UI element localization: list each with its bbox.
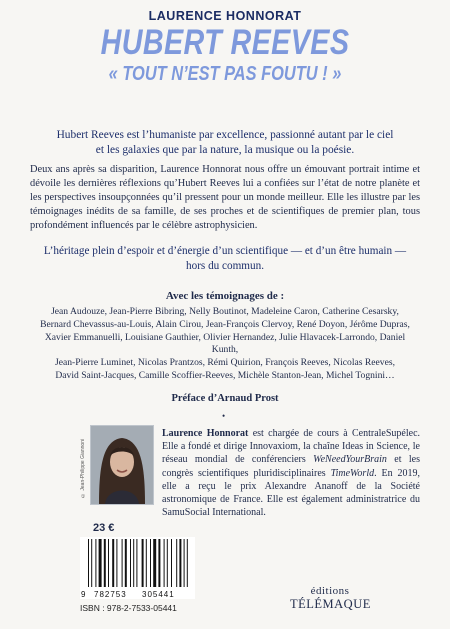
barcode-bars: [80, 537, 195, 599]
barcode-bar: [130, 539, 131, 587]
intro-line-2: et les galaxies que par la nature, la musique ou la poésie.: [95, 144, 355, 156]
body-paragraph: Deux ans après sa disparition, Laurence Honnorat nous offre un émouvant portrait intime et dévoile les dernières réflexions qu’Hubert Reeves lui a confiées sur l’état de notre planète et les perspectives insoupçonnées qu’il pressent pour un monde meilleur. Elle les illustre par les témoignages inédits de sa famille, de ses proches et de scientifiques de premier plan, tous profondément influencés par le célèbre astrophysicien.: [30, 164, 420, 231]
bio-text: est chargée de cours à CentraleSupélec. Elle a fondé et dirige Innovaxiom, la chaîne Ideas in Science, le réseau mondial de conférenciers: [162, 428, 421, 466]
names-line: Bernard Chevassus-au-Louis, Alain Cirou, Jean-François Clervoy, René Doyon, Jérôme Dupras,: [40, 318, 410, 330]
barcode-digits-right: 305441: [142, 590, 175, 599]
author-portrait-image: [91, 426, 153, 504]
barcode-bar: [99, 539, 102, 587]
barcode-bar: [171, 539, 172, 587]
barcode-digits-left: 782753: [94, 590, 127, 599]
publisher-label: éditions: [310, 585, 350, 597]
intro-line-1: Hubert Reeves est l’humaniste par excellence, passionné autant par le ciel: [56, 129, 394, 141]
barcode-bar: [150, 539, 151, 587]
barcode-bar: [122, 539, 123, 587]
barcode-bar: [91, 539, 92, 587]
barcode-bar: [95, 539, 96, 587]
barcode-bar: [146, 539, 147, 587]
bio-text: . En 2019, elle a reçu le prix Alexandre Ananoff de la Société astronomique de France. Elle est également administratrice du SamuSocial International.: [162, 467, 421, 519]
intro-paragraph: [30, 128, 420, 158]
barcode-bar: [125, 539, 127, 587]
testimonials-names: [32, 306, 418, 383]
publisher-name: TÉLÉMAQUE: [290, 597, 371, 611]
names-line: David Saint-Jacques, Camille Scoffier-Reeves, Michèle Stanton-Jean, Michel Tognini…: [55, 369, 395, 381]
names-line: Xavier Emmanuelli, Louisiane Gauthier, Olivier Hernandez, Julie Hlavacek-Larrondo, Daniel Kunth,: [44, 331, 406, 356]
preface-credit: Préface d’Arnaud Prost: [171, 393, 279, 404]
bio-congress-name: TimeWorld: [330, 467, 375, 479]
testimonials-heading: Avec les témoignages de :: [165, 290, 285, 302]
barcode-bar: [108, 539, 109, 587]
barcode-bar: [112, 539, 114, 587]
barcode-bar: [158, 539, 160, 587]
separator-bullet: •: [222, 411, 226, 421]
barcode-bar: [176, 539, 177, 587]
author-bio: [162, 427, 420, 519]
barcode-bar: [142, 539, 144, 587]
quote-line-2: hors du commun.: [186, 260, 264, 272]
price-label: 23 €: [93, 522, 115, 534]
names-line: Jean Audouze, Jean-Pierre Bibring, Nelly Boutinot, Madeleine Caron, Catherine Cesarsky,: [51, 306, 399, 317]
barcode-bar: [133, 539, 134, 587]
barcode-bar: [167, 539, 168, 587]
barcode-bar: [153, 539, 156, 587]
names-line: Jean-Pierre Luminet, Nicolas Prantzos, Rémi Quirion, François Reeves, Nicolas Reeves,: [55, 357, 395, 369]
book-subtitle: « TOUT N’EST PAS FOUTU ! »: [108, 63, 342, 85]
barcode-bar: [164, 539, 165, 587]
barcode-bar: [88, 539, 89, 587]
quote-paragraph: [30, 244, 420, 274]
quote-line-1: L’héritage plein d’espoir et d’énergie d’un scientifique — et d’un être humain —: [43, 245, 407, 257]
author-name-header: LAURENCE HONNORAT: [148, 9, 302, 23]
barcode-bar: [116, 539, 117, 587]
bio-text: et les congrès scientifiques pluridisciplinaires: [162, 454, 420, 479]
bio-author-name: Laurence Honnorat: [162, 428, 249, 439]
bio-network-name: WeNeedYourBrain: [313, 454, 387, 466]
barcode-bar: [179, 539, 181, 587]
author-photo: [90, 425, 154, 505]
barcode-bar: [184, 539, 185, 587]
barcode-bar: [187, 539, 188, 587]
book-title: HUBERT REEVES: [100, 23, 350, 62]
barcode-bar: [104, 539, 106, 587]
isbn-number: ISBN : 978-2-7533-05441: [80, 603, 177, 613]
photo-credit: © Jean-Philippe Giannoni: [80, 438, 86, 498]
barcode-bar: [136, 539, 137, 587]
isbn-barcode: [80, 537, 195, 599]
barcode-digit-first: 9: [81, 590, 86, 599]
